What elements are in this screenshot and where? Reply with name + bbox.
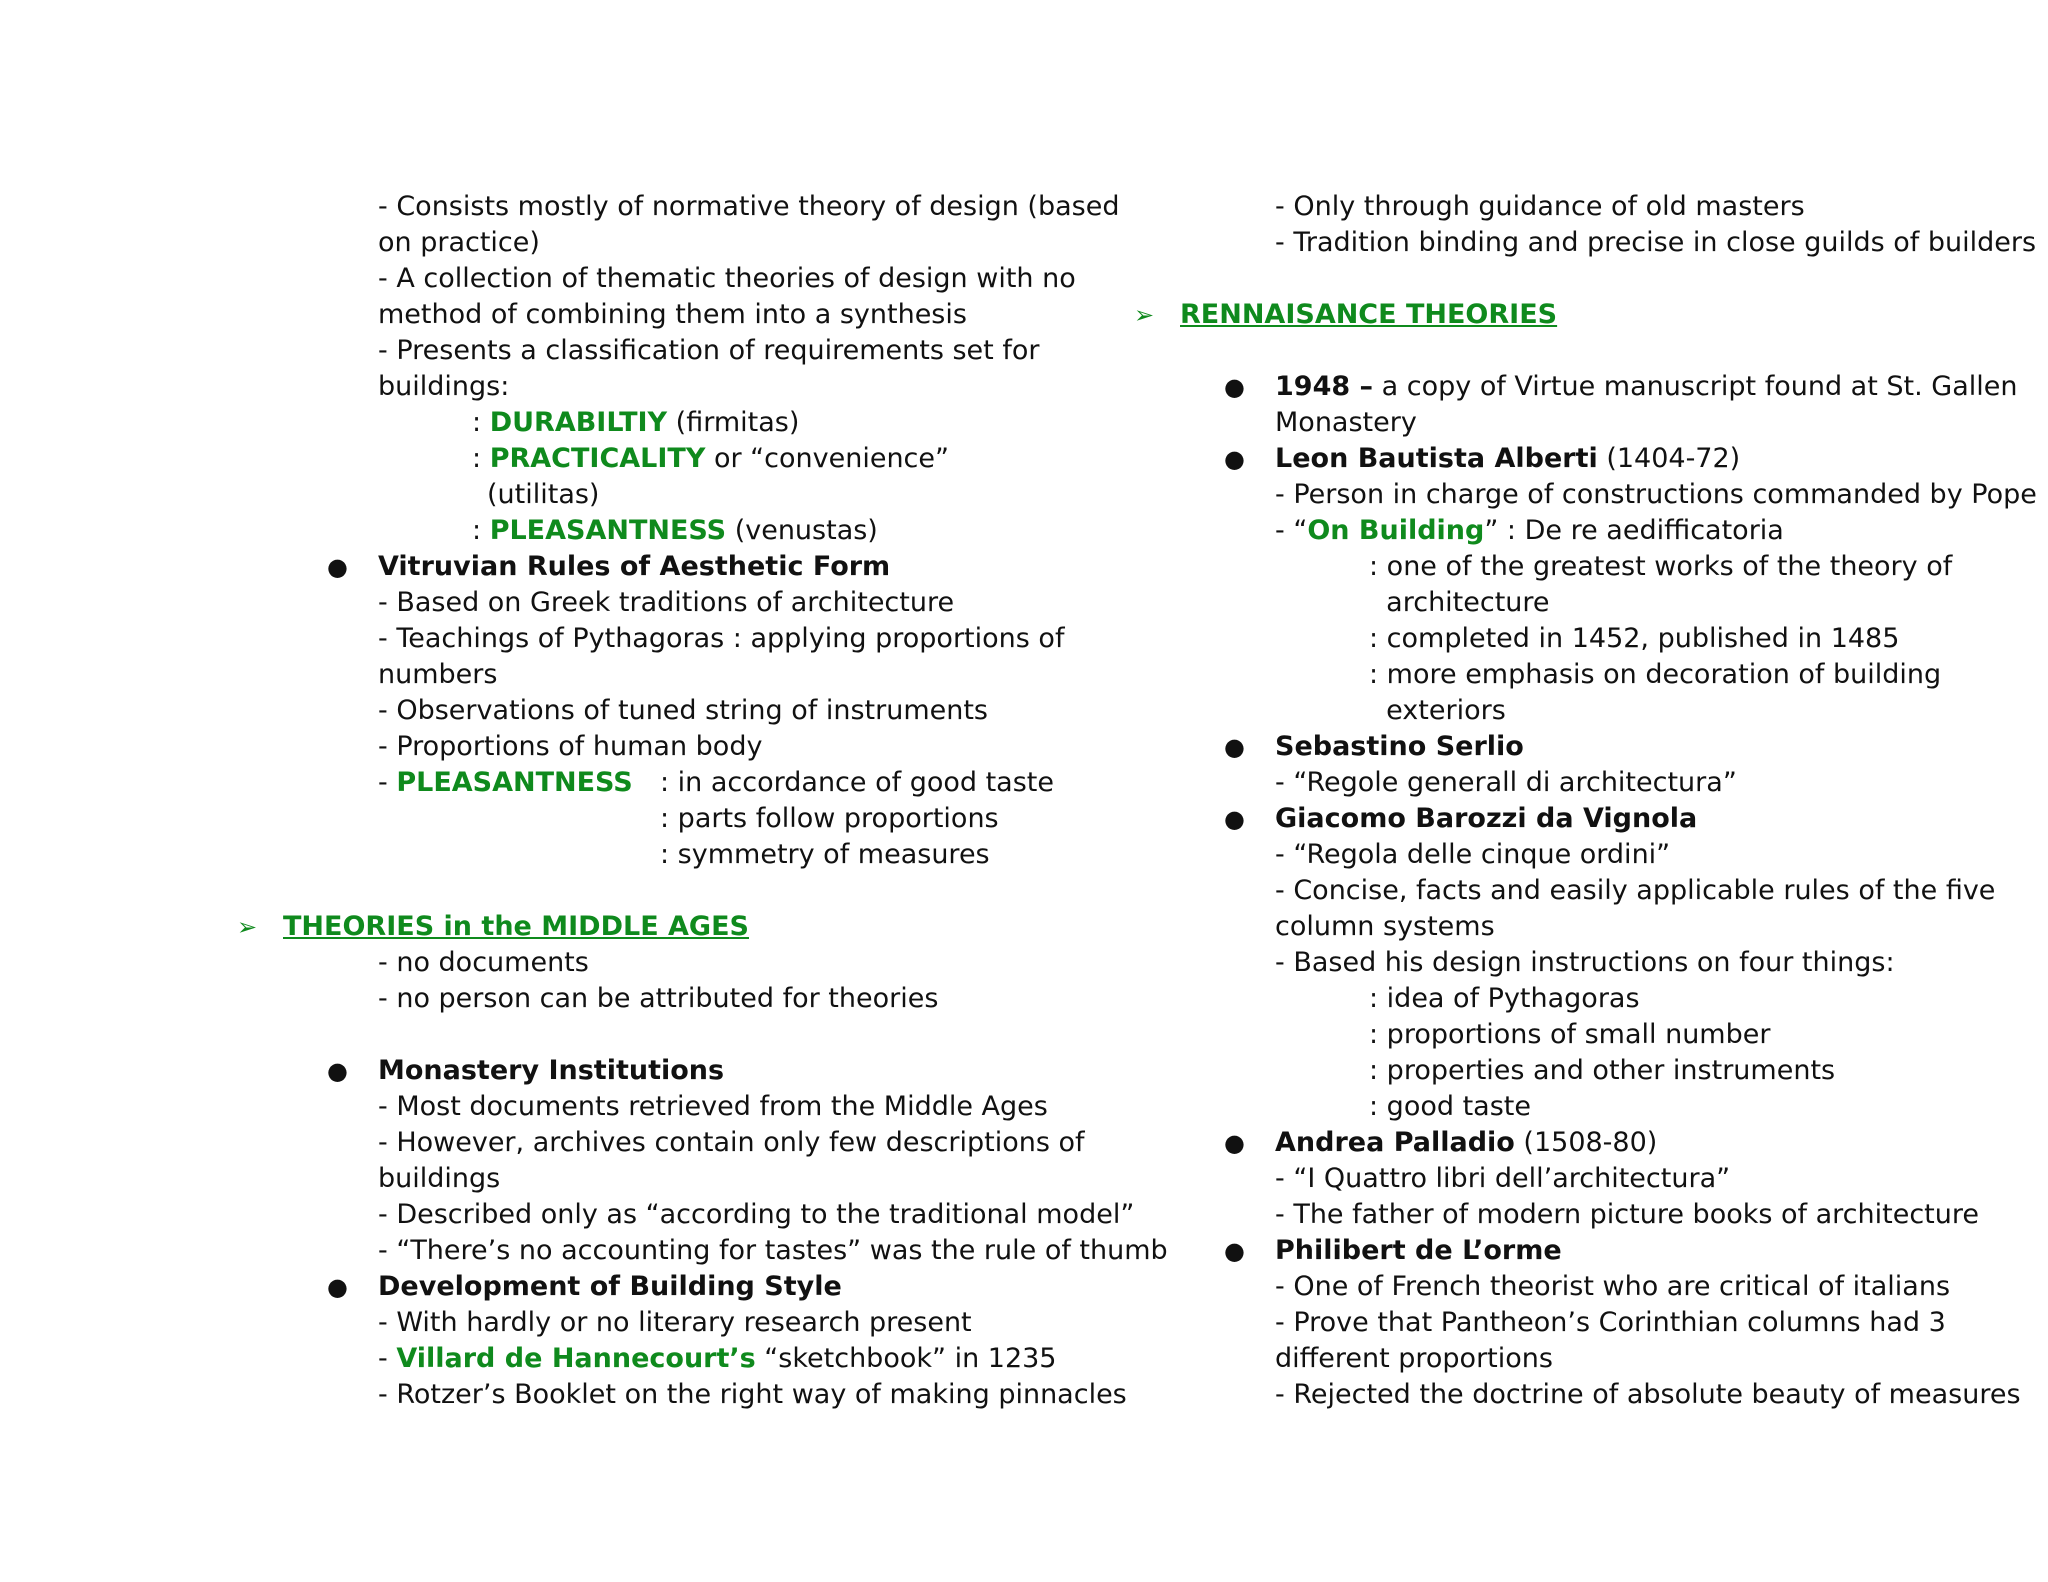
- delorme-line: - Rejected the doctrine of absolute beauty of measures: [1275, 1379, 2021, 1410]
- entry-vignola: Giacomo Barozzi da Vignola: [1275, 803, 1698, 834]
- development-line: - Rotzer’s Booklet on the right way of making pinnacles: [378, 1379, 1127, 1410]
- development-villard: - Villard de Hannecourt’s “sketchbook” in 1235: [378, 1343, 1057, 1374]
- heading-middle-ages: THEORIES in the MIDDLE AGES: [283, 911, 749, 942]
- vignola-sub: : good taste: [1369, 1091, 1531, 1122]
- delorme-line: different proportions: [1275, 1343, 1553, 1374]
- development-line: - With hardly or no literary research present: [378, 1307, 972, 1338]
- delorme-line: - One of French theorist who are critical of italians: [1275, 1271, 1951, 1302]
- bullet-icon: ●: [1224, 373, 1245, 401]
- vignola-line: column systems: [1275, 911, 1495, 942]
- palladio-line: - The father of modern picture books of architecture: [1275, 1199, 1979, 1230]
- entry-delorme: Philibert de L’orme: [1275, 1235, 1562, 1266]
- pleasantness-label: - PLEASANTNESS: [378, 767, 633, 798]
- bullet-icon: ●: [1224, 445, 1245, 473]
- top-line: - Only through guidance of old masters: [1275, 191, 1805, 222]
- entry-1948-line: Monastery: [1275, 407, 1417, 438]
- intro-line: buildings:: [378, 371, 510, 402]
- vignola-sub: : idea of Pythagoras: [1369, 983, 1640, 1014]
- intro-line: method of combining them into a synthesis: [378, 299, 967, 330]
- vignola-line: - Based his design instructions on four things:: [1275, 947, 1895, 978]
- monastery-line: - “There’s no accounting for tastes” was the rule of thumb: [378, 1235, 1168, 1266]
- middle-ages-line: - no documents: [378, 947, 589, 978]
- intro-line: - Presents a classification of requirements set for: [378, 335, 1040, 366]
- section-title-development: Development of Building Style: [378, 1271, 842, 1302]
- bullet-icon: ●: [1224, 805, 1245, 833]
- palladio-line: - “I Quattro libri dell’architectura”: [1275, 1163, 1731, 1194]
- entry-1948: 1948 – a copy of Virtue manuscript found at St. Gallen: [1275, 371, 2018, 402]
- alberti-sub: : more emphasis on decoration of building: [1369, 659, 1942, 690]
- monastery-line: buildings: [378, 1163, 501, 1194]
- green-term: On Building: [1307, 515, 1485, 546]
- vitruvian-line: - Proportions of human body: [378, 731, 763, 762]
- monastery-line: - However, archives contain only few descriptions of: [378, 1127, 1085, 1158]
- heading-renaissance: RENNAISANCE THEORIES: [1180, 299, 1558, 330]
- entry-serlio: Sebastino Serlio: [1275, 731, 1524, 762]
- bullet-icon: ●: [327, 553, 348, 581]
- requirement-utilitas: (utilitas): [487, 479, 600, 510]
- alberti-sub: architecture: [1369, 587, 1550, 618]
- section-title-monastery: Monastery Institutions: [378, 1055, 725, 1086]
- alberti-sub: exteriors: [1369, 695, 1506, 726]
- vignola-line: - “Regola delle cinque ordini”: [1275, 839, 1671, 870]
- pleasantness-item: : parts follow proportions: [660, 803, 999, 834]
- bullet-icon: ●: [1224, 1129, 1245, 1157]
- pleasantness-item: : symmetry of measures: [660, 839, 990, 870]
- pleasantness-item: : in accordance of good taste: [660, 767, 1054, 798]
- green-term: DURABILTIY: [489, 407, 668, 438]
- green-term: PRACTICALITY: [489, 443, 706, 474]
- middle-ages-line: - no person can be attributed for theories: [378, 983, 939, 1014]
- vitruvian-line: - Based on Greek traditions of architecture: [378, 587, 955, 618]
- intro-line: - A collection of thematic theories of design with no: [378, 263, 1076, 294]
- monastery-line: - Described only as “according to the traditional model”: [378, 1199, 1135, 1230]
- green-term: Villard de Hannecourt’s: [396, 1343, 756, 1374]
- entry-palladio: Andrea Palladio (1508-80): [1275, 1127, 1658, 1158]
- section-title-vitruvian: Vitruvian Rules of Aesthetic Form: [378, 551, 891, 582]
- requirement-practicality: : PRACTICALITY or “convenience”: [472, 443, 949, 474]
- vitruvian-line: - Teachings of Pythagoras : applying proportions of: [378, 623, 1065, 654]
- vignola-sub: : properties and other instruments: [1369, 1055, 1836, 1086]
- bullet-icon: ●: [327, 1273, 348, 1301]
- arrow-bullet-icon: ➢: [1134, 301, 1155, 329]
- vitruvian-line: numbers: [378, 659, 498, 690]
- requirement-durability: : DURABILTIY (firmitas): [472, 407, 800, 438]
- monastery-line: - Most documents retrieved from the Middle Ages: [378, 1091, 1048, 1122]
- bullet-icon: ●: [327, 1057, 348, 1085]
- bullet-icon: ●: [1224, 733, 1245, 761]
- intro-line: on practice): [378, 227, 540, 258]
- requirement-pleasantness: : PLEASANTNESS (venustas): [472, 515, 878, 546]
- serlio-line: - “Regole generall di architectura”: [1275, 767, 1737, 798]
- bullet-icon: ●: [1224, 1237, 1245, 1265]
- green-term: PLEASANTNESS: [396, 767, 633, 798]
- alberti-on-building: - “On Building” : De re aedifficatoria: [1275, 515, 1784, 546]
- vitruvian-line: - Observations of tuned string of instruments: [378, 695, 988, 726]
- arrow-bullet-icon: ➢: [237, 913, 258, 941]
- vignola-sub: : proportions of small number: [1369, 1019, 1771, 1050]
- alberti-line: - Person in charge of constructions commanded by Pope: [1275, 479, 2037, 510]
- delorme-line: - Prove that Pantheon’s Corinthian columns had 3: [1275, 1307, 1946, 1338]
- alberti-sub: : completed in 1452, published in 1485: [1369, 623, 1900, 654]
- green-term: PLEASANTNESS: [489, 515, 727, 546]
- intro-line: - Consists mostly of normative theory of design (based: [378, 191, 1120, 222]
- top-line: - Tradition binding and precise in close guilds of builders: [1275, 227, 2037, 258]
- vignola-line: - Concise, facts and easily applicable rules of the five: [1275, 875, 1996, 906]
- entry-alberti: Leon Bautista Alberti (1404-72): [1275, 443, 1741, 474]
- alberti-sub: : one of the greatest works of the theory of: [1369, 551, 1953, 582]
